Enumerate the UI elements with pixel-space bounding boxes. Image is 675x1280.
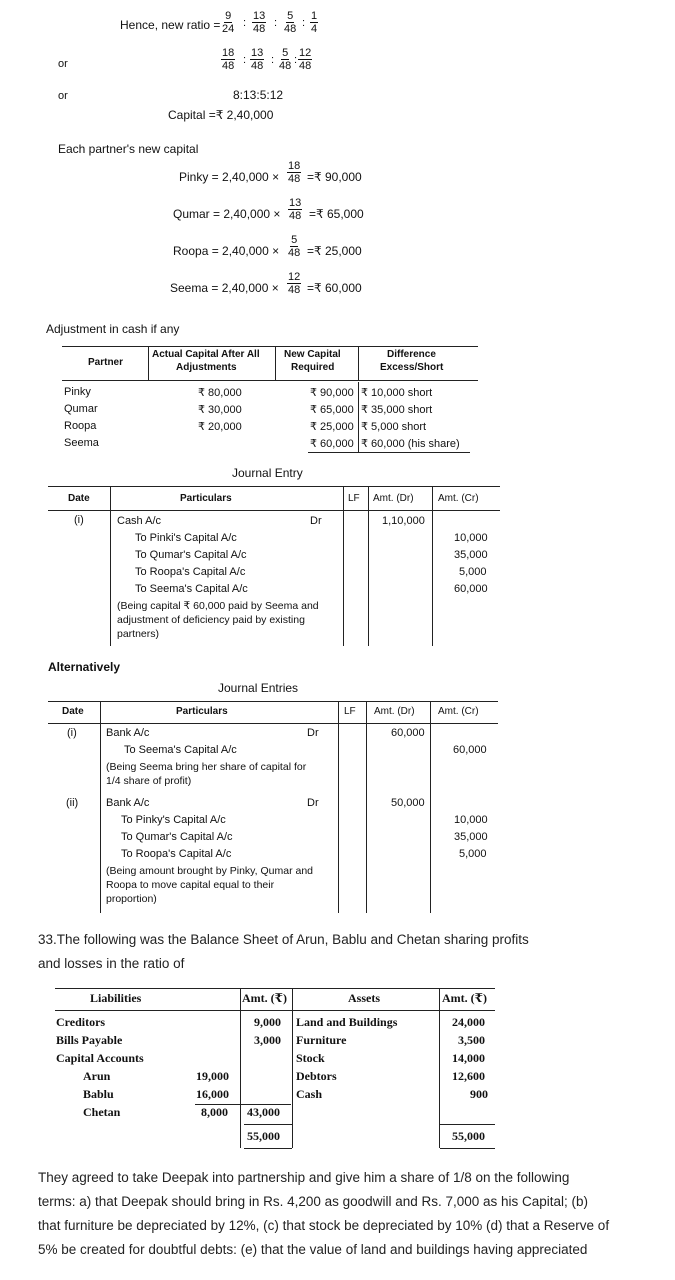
calc-fraction: $\frac{18}{48}$ — [288, 160, 301, 185]
col-cr: Amt. (Cr) — [438, 706, 479, 717]
col-cr: Amt. (Cr) — [438, 493, 479, 504]
ratio-fraction: $\frac{12}{48}$ — [299, 47, 312, 72]
col-amount: Amt. (₹) — [442, 991, 487, 1005]
ratio-fraction: $\frac{13}{48}$ — [253, 10, 266, 35]
simplified-ratio: 8:13:5:12 — [233, 88, 284, 102]
col-amount: Amt. (₹) — [242, 991, 287, 1005]
ratio-fraction: $\frac{13}{48}$ — [251, 47, 264, 72]
ratio-fraction: $\frac{5}{48}$ — [279, 47, 292, 72]
col-particulars: Particulars — [176, 706, 228, 717]
table-row: Pinky — [64, 386, 91, 398]
table-row: Roopa — [64, 420, 97, 432]
col-liabilities: Liabilities — [90, 991, 142, 1005]
each-capital-heading: Each partner's new capital — [58, 142, 199, 156]
col-assets: Assets — [348, 991, 380, 1005]
capital-total: Capital =₹ 2,40,000 — [168, 108, 274, 122]
col-lf: LF — [348, 493, 360, 504]
col-difference: Difference — [387, 349, 436, 360]
calc-fraction: $\frac{13}{48}$ — [289, 197, 302, 222]
or-label: or — [58, 90, 68, 102]
col-new-capital: New Capital — [284, 349, 341, 360]
hence-label: Hence, new ratio = — [120, 18, 221, 32]
ratio-fraction: $\frac{5}{48}$ — [284, 10, 297, 35]
alternatively-label: Alternatively — [48, 660, 121, 674]
ratio-fraction: $\frac{1}{4}$ — [311, 10, 318, 35]
col-dr: Amt. (Dr) — [374, 706, 415, 717]
ratio-fraction: $\frac{9}{24}$ — [222, 10, 235, 35]
ratio-fraction: $\frac{18}{48}$ — [222, 47, 235, 72]
col-date: Date — [62, 706, 84, 717]
col-lf: LF — [344, 706, 356, 717]
calc-fraction: $\frac{5}{48}$ — [288, 234, 301, 259]
total-liabilities: 55,000 — [247, 1129, 280, 1143]
calc-fraction: $\frac{12}{48}$ — [288, 271, 301, 296]
col-dr: Amt. (Dr) — [373, 493, 414, 504]
col-partner: Partner — [88, 357, 124, 368]
table-row: Qumar — [64, 403, 98, 415]
col-date: Date — [68, 493, 90, 504]
adjustment-heading: Adjustment in cash if any — [46, 322, 180, 336]
journal-title: Journal Entry — [232, 466, 303, 480]
total-assets: 55,000 — [452, 1129, 485, 1143]
col-particulars: Particulars — [180, 493, 232, 504]
table-row: Seema — [64, 437, 99, 449]
or-label: or — [58, 58, 68, 70]
journal-title: Journal Entries — [218, 681, 299, 695]
col-actual: Actual Capital After All — [152, 349, 260, 360]
